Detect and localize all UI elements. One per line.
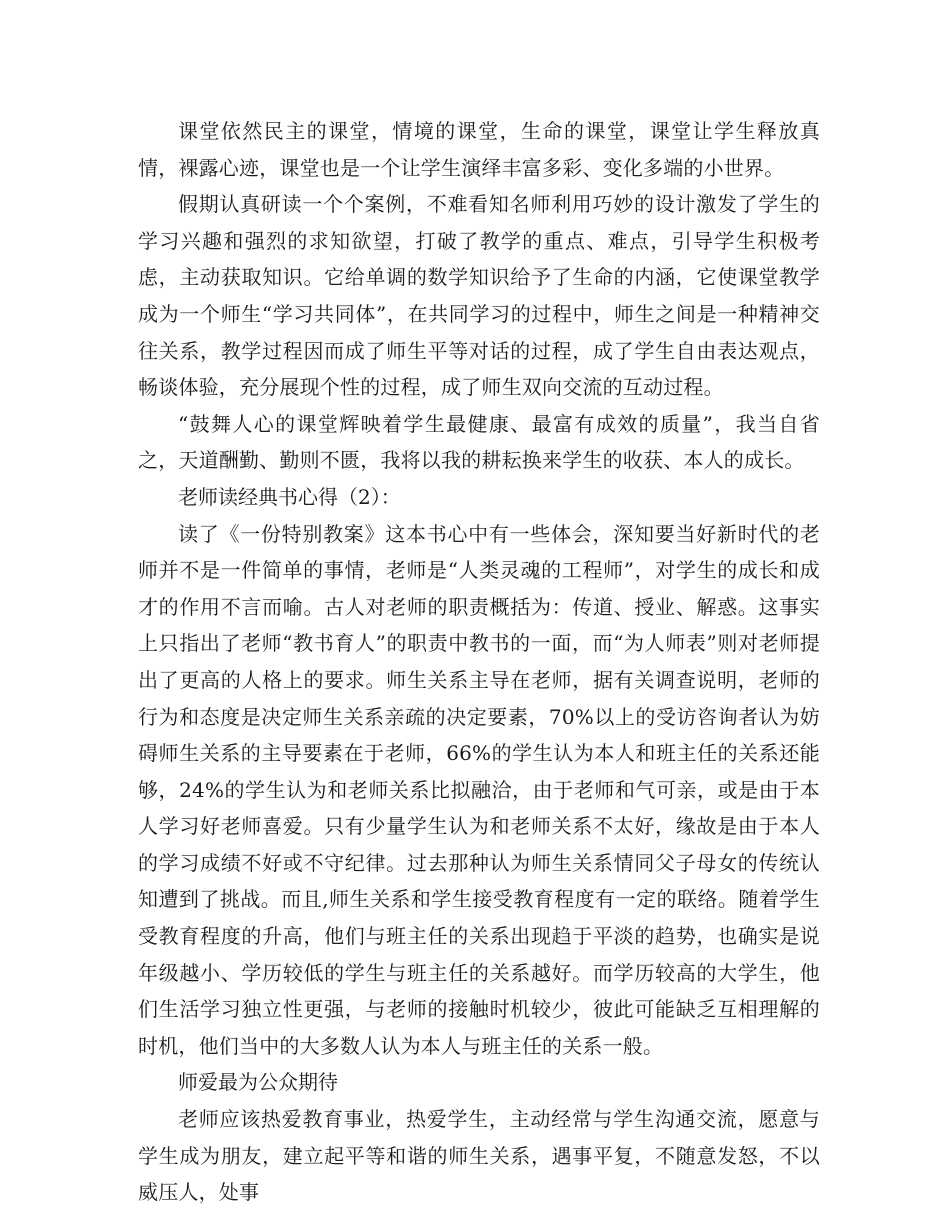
document-body <box>138 113 820 1211</box>
paragraph-case-study: 假期认真研读一个个案例，不难看知名师利用巧妙的设计激发了学生的学习兴趣和强烈的求知欲望，打破了教学的重点、难点，引导学生积极考虑，主动获取知识。它给单调的数学知识给予了生命的内涵，它使课堂教学成为一个师生“学习共同体”，在共同学习的过程中，师生之间是一种精神交往关系，教学过程因而成了师生平等对话的过程，成了学生自由表达观点，畅谈体验，充分展现个性的过程，成了师生双向交流的互动过程。 <box>138 192 820 400</box>
paragraph-special-lesson-plan: 读了《一份特别教案》这本书心中有一些体会，深知要当好新时代的老师并不是一件简单的事情，老师是“人类灵魂的工程师”，对学生的成长和成才的作用不言而喻。古人对老师的职责概括为：传道、授业、解惑。这事实上只指出了老师“教书育人”的职责中教书的一面，而“为人师表”则对老师提出了更高的人格上的要求。师生关系主导在老师，据有关调查说明，老师的行为和态度是决定师生关系亲疏的决定要素，70%以上的受访咨询者认为妨碍师生关系的主导要素在于老师，66%的学生认为本人和班主任的关系还能够，24%的学生认为和老师关系比拟融洽，由于老师和气可亲，或是由于本人学习好老师喜爱。只有少量学生认为和老师关系不太好，缘故是由于本人的学习成绩不好或不守纪律。过去那种认为师生关系情同父子母女的传统认知遭到了挑战。而且,师生关系和学生接受教育程度有一定的联络。随着学生受教育程度的升高，他们与班主任的关系出现趋于平淡的趋势，也确实是说年级越小、学历较低的学生与班主任的关系越好。而学历较高的大学生，他们生活学习独立性更强，与老师的接触时机较少，彼此可能缺乏互相理解的时机，他们当中的大多数人认为本人与班主任的关系一般。 <box>138 521 820 1058</box>
section-heading-teacher-love: 师爱最为公众期待 <box>178 1070 338 1095</box>
paragraph-inspiring-classroom: “鼓舞人心的课堂辉映着学生最健康、最富有成效的质量”，我当自省之，天道酬勤、勤则不匮，我将以我的耕耘换来学生的收获、本人的成长。 <box>138 411 820 473</box>
paragraph-classroom: 课堂依然民主的课堂，情境的课堂，生命的课堂，课堂让学生释放真情，裸露心迹，课堂也是一个让学生演绎丰富多彩、变化多端的小世界。 <box>138 119 820 180</box>
section-heading-reading-notes: 老师读经典书心得（2）： <box>178 484 401 509</box>
paragraph-teacher-duty: 老师应该热爱教育事业，热爱学生，主动经常与学生沟通交流，愿意与学生成为朋友，建立起平等和谐的师生关系，遇事平复，不随意发怒，不以威压人，处事 <box>138 1107 820 1205</box>
